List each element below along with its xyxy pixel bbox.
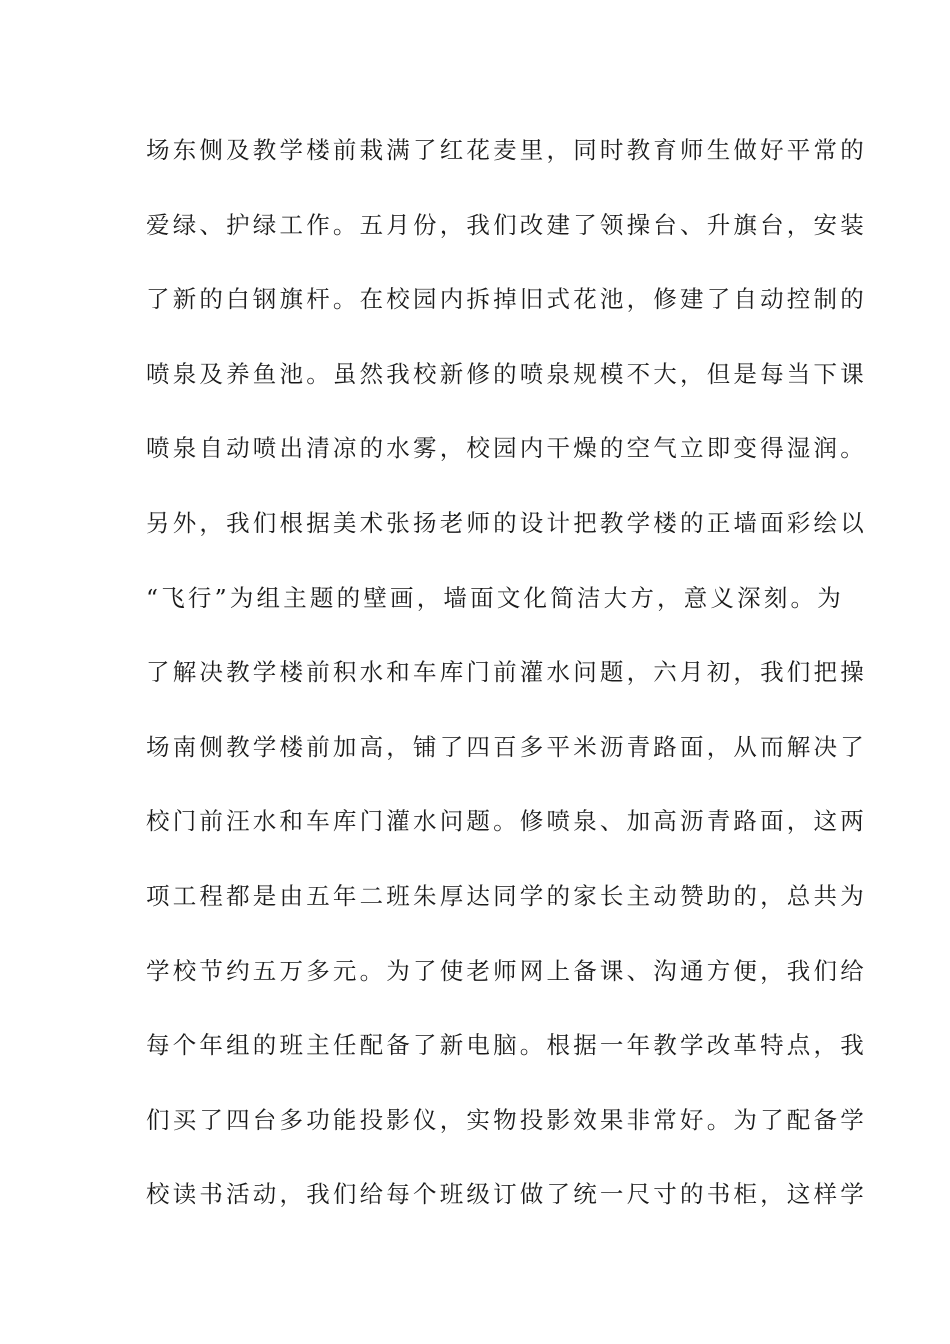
text-line: 学校节约五万多元。为了使老师网上备课、沟通方便，我们给 [146, 956, 867, 985]
text-line: 喷泉及养鱼池。虽然我校新修的喷泉规模不大，但是每当下课 [146, 359, 867, 388]
text-line: 场南侧教学楼前加高，铺了四百多平米沥青路面，从而解决了 [146, 732, 867, 761]
text-line: 校读书活动，我们给每个班级订做了统一尺寸的书柜，这样学 [146, 1180, 867, 1209]
text-line: 校门前汪水和车库门灌水问题。修喷泉、加高沥青路面，这两 [146, 807, 867, 836]
text-line: 喷泉自动喷出清凉的水雾，校园内干燥的空气立即变得湿润。 [146, 434, 867, 463]
text-line: 了解决教学楼前积水和车库门前灌水问题，六月初，我们把操 [146, 658, 867, 687]
text-line: “飞行”为组主题的壁画，墙面文化简洁大方，意义深刻。为 [146, 583, 844, 612]
text-line: 爱绿、护绿工作。五月份，我们改建了领操台、升旗台，安装 [146, 210, 867, 239]
text-line: 另外，我们根据美术张扬老师的设计把教学楼的正墙面彩绘以 [146, 508, 867, 537]
text-line: 每个年组的班主任配备了新电脑。根据一年教学改革特点，我 [146, 1031, 867, 1060]
body-text [146, 128, 867, 1247]
text-line: 了新的白钢旗杆。在校园内拆掉旧式花池，修建了自动控制的 [146, 285, 867, 314]
text-line: 项工程都是由五年二班朱厚达同学的家长主动赞助的，总共为 [146, 881, 867, 910]
text-line: 场东侧及教学楼前栽满了红花麦里，同时教育师生做好平常的 [146, 136, 867, 164]
text-line: 们买了四台多功能投影仪，实物投影效果非常好。为了配备学 [146, 1105, 867, 1134]
